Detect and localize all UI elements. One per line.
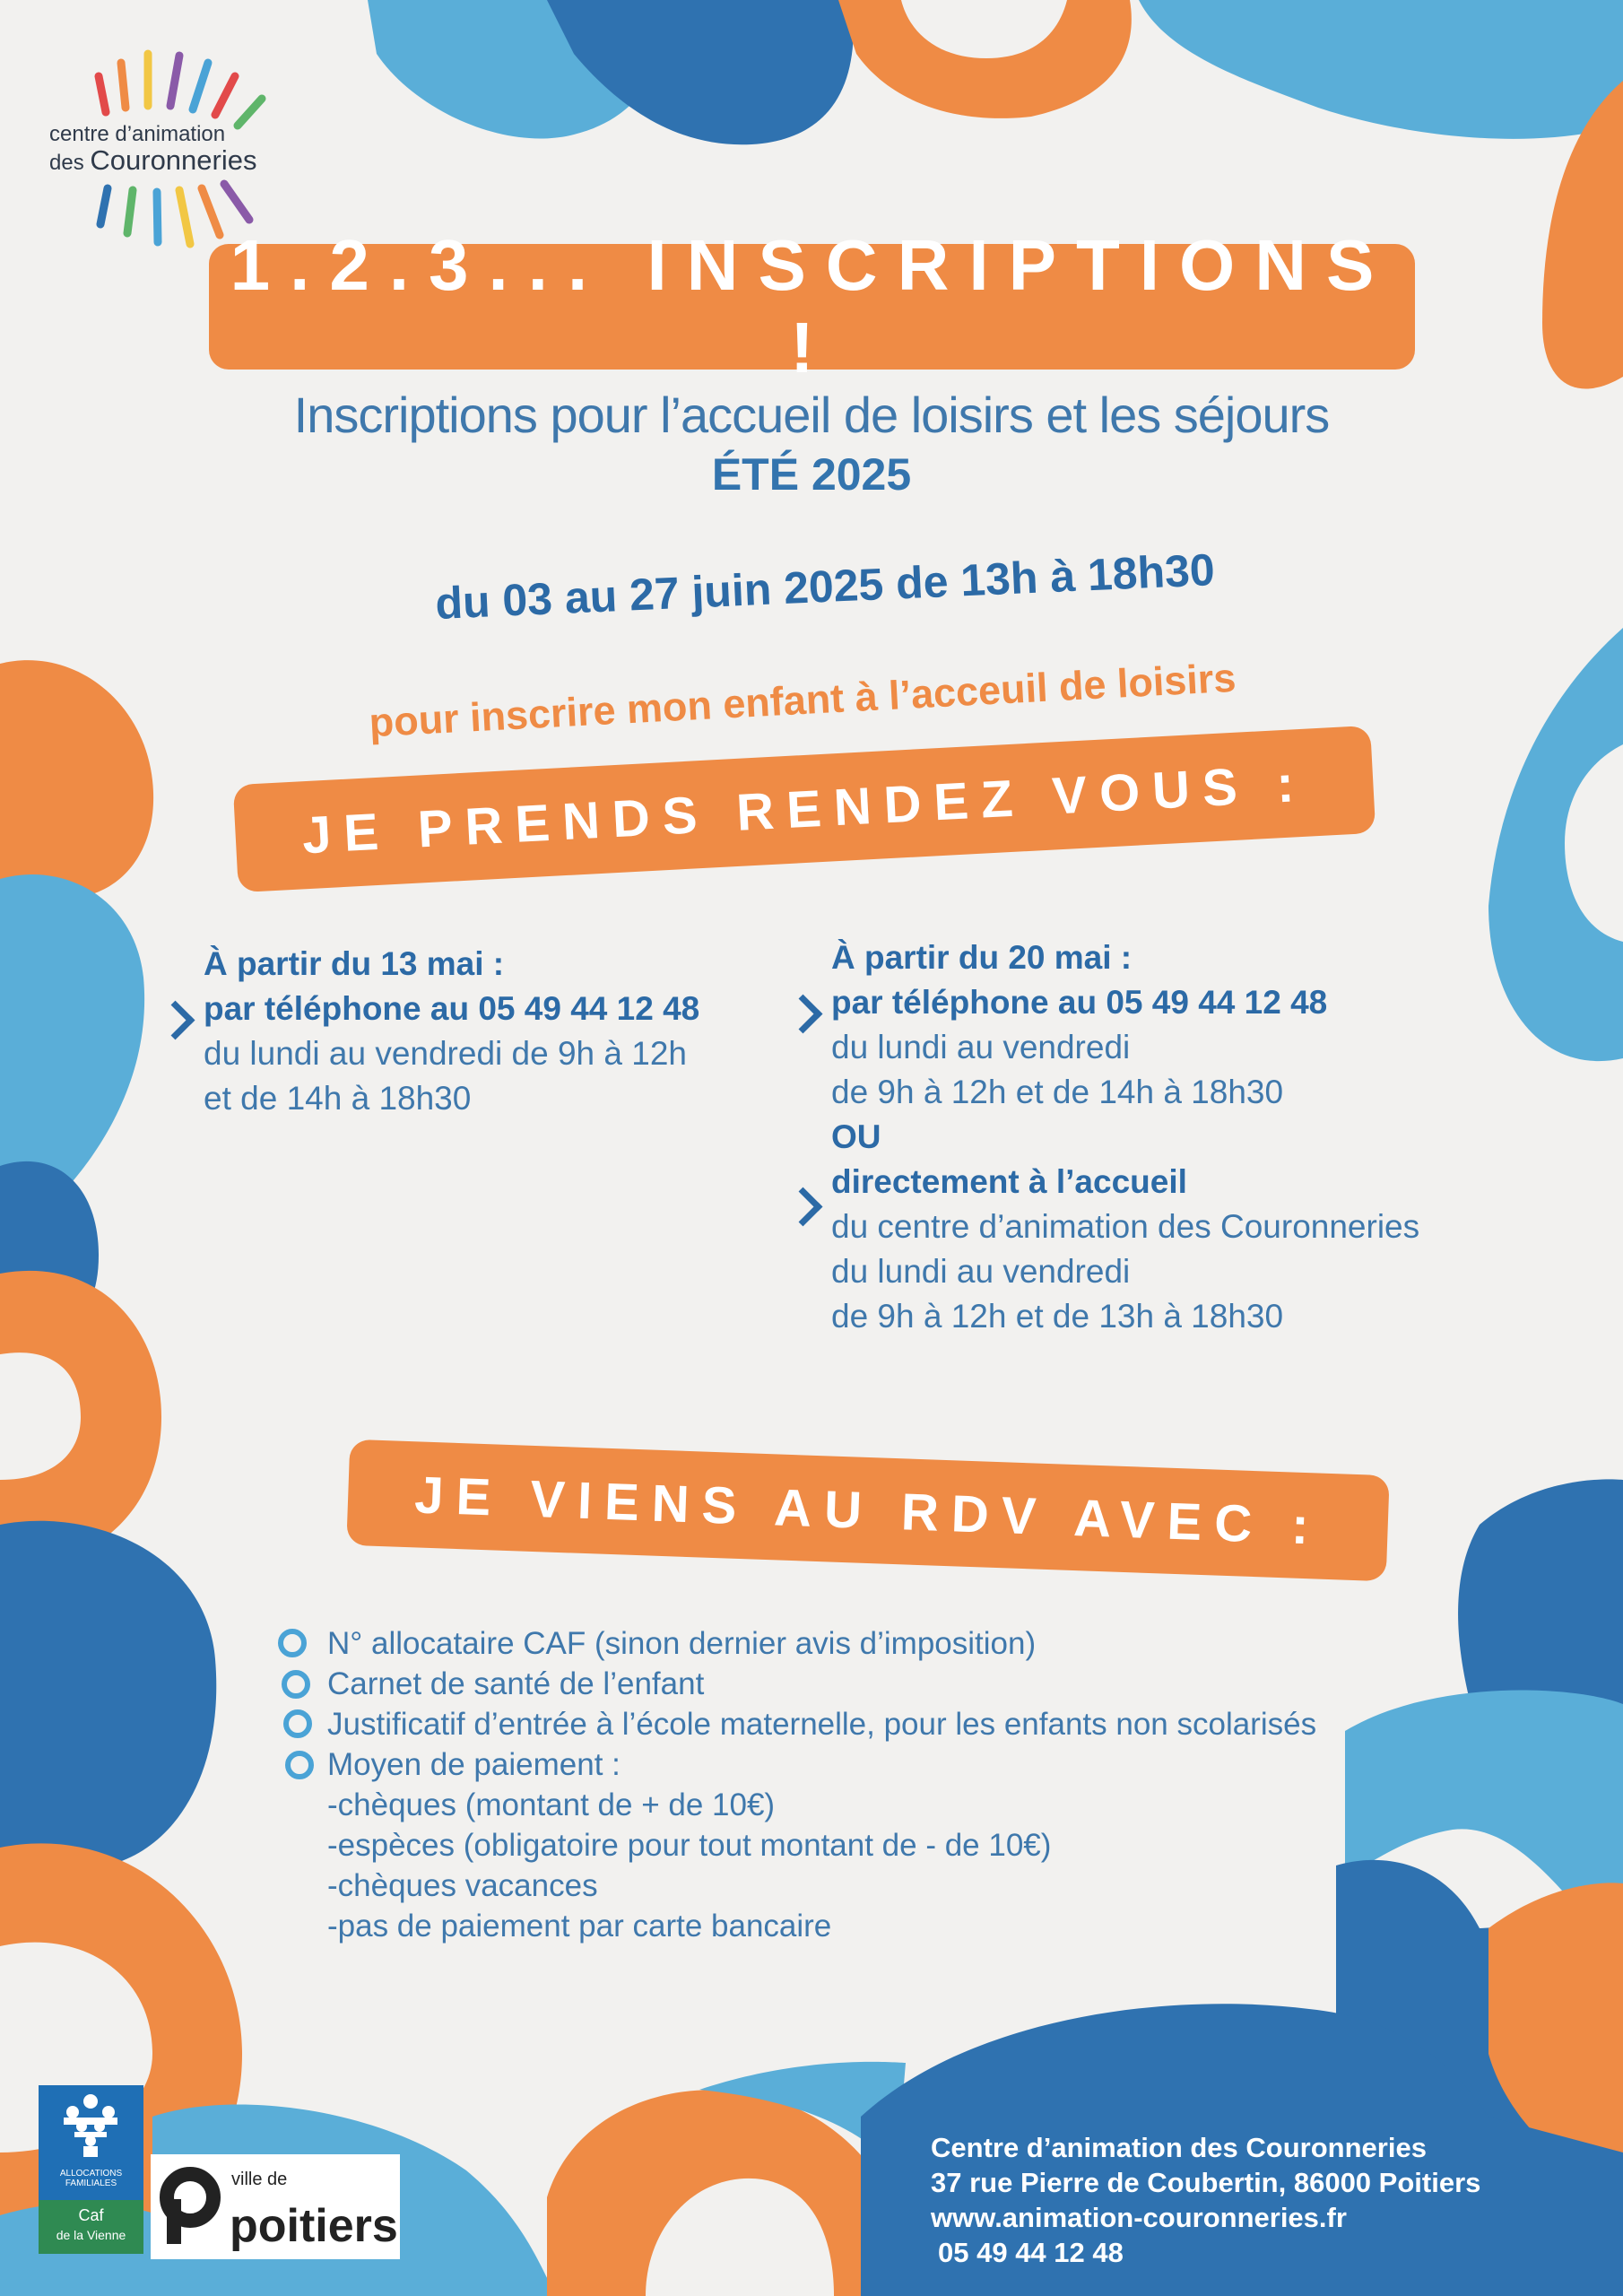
checklist-item: Carnet de santé de l’enfant bbox=[327, 1666, 705, 1701]
col2-line3: du centre d’animation des Couronneries bbox=[831, 1208, 1420, 1245]
col1-line2: et de 14h à 18h30 bbox=[204, 1080, 472, 1117]
footer-name: Centre d’animation des Couronneries bbox=[931, 2132, 1427, 2163]
caf-line1: ALLOCATIONS bbox=[59, 2169, 123, 2179]
circle-bullet-icon bbox=[282, 1670, 310, 1699]
logo-line1: centre d’animation bbox=[49, 122, 226, 146]
inscriptions-banner: 1.2.3... INSCRIPTIONS ! bbox=[209, 244, 1415, 370]
col2-line4: du lundi au vendredi bbox=[831, 1253, 1131, 1290]
checklist-item: N° allocataire CAF (sinon dernier avis d’imposition) bbox=[327, 1626, 1037, 1661]
checklist-item: Justificatif d’entrée à l’école maternelle, pour les enfants non scolarisés bbox=[327, 1707, 1317, 1742]
poitiers-big: poitiers bbox=[230, 2200, 398, 2252]
column-20-mai bbox=[831, 935, 1575, 1339]
col2-ou: OU bbox=[831, 1118, 881, 1155]
circle-bullet-icon bbox=[278, 1629, 307, 1657]
footer-phone[interactable]: 05 49 44 12 48 bbox=[938, 2237, 1124, 2268]
pour-inscrire: pour inscrire mon enfant à l’acceuil de loisirs bbox=[368, 654, 1237, 746]
footer-address: 37 rue Pierre de Coubertin, 86000 Poitiers bbox=[931, 2167, 1481, 2198]
footer-contact bbox=[931, 2130, 1576, 2270]
logo-line3: Couronneries bbox=[90, 144, 257, 176]
checklist-item: Moyen de paiement : bbox=[327, 1747, 621, 1782]
circle-bullet-icon bbox=[285, 1751, 314, 1779]
col2-heading: À partir du 20 mai : bbox=[831, 939, 1133, 976]
footer-website[interactable]: www.animation-couronneries.fr bbox=[931, 2202, 1347, 2233]
checklist-subitem: -chèques vacances bbox=[327, 1868, 598, 1903]
viens-au-rdv-banner: JE VIENS AU RDV AVEC : bbox=[346, 1439, 1389, 1581]
caf-line2: FAMILIALES bbox=[65, 2179, 117, 2188]
col2-phone: par téléphone au 05 49 44 12 48 bbox=[831, 984, 1328, 1021]
logo bbox=[49, 121, 256, 176]
col2-direct: directement à l’accueil bbox=[831, 1163, 1187, 1200]
checklist-subitem: -chèques (montant de + de 10€) bbox=[327, 1787, 776, 1822]
subtitle: Inscriptions pour l’accueil de loisirs et les séjours bbox=[293, 387, 1330, 443]
rendez-vous-banner: JE PRENDS RENDEZ VOUS : bbox=[233, 726, 1376, 892]
col1-phone: par téléphone au 05 49 44 12 48 bbox=[204, 990, 700, 1027]
poitiers-small: ville de bbox=[231, 2170, 288, 2189]
season-label: ÉTÉ 2025 bbox=[711, 449, 912, 500]
col2-line2: de 9h à 12h et de 14h à 18h30 bbox=[831, 1074, 1284, 1110]
column-13-mai bbox=[204, 942, 813, 1121]
caf-line4: de la Vienne bbox=[56, 2228, 126, 2242]
col2-line5: de 9h à 12h et de 13h à 18h30 bbox=[831, 1298, 1284, 1335]
caf-logo bbox=[39, 2085, 143, 2254]
checklist-subitem: -pas de paiement par carte bancaire bbox=[327, 1909, 832, 1944]
family-icon bbox=[39, 2085, 143, 2166]
poitiers-mark-icon bbox=[154, 2154, 226, 2259]
checklist bbox=[273, 1623, 1484, 1946]
ville-de-poitiers-logo bbox=[151, 2154, 400, 2259]
checklist-subitem: -espèces (obligatoire pour tout montant de - de 10€) bbox=[327, 1828, 1052, 1863]
logo-line2: des bbox=[49, 151, 84, 175]
col1-heading: À partir du 13 mai : bbox=[204, 945, 505, 982]
col1-line1: du lundi au vendredi de 9h à 12h bbox=[204, 1035, 687, 1072]
caf-line3: Caf bbox=[78, 2206, 104, 2224]
circle-bullet-icon bbox=[283, 1709, 312, 1738]
dates: du 03 au 27 juin 2025 de 13h à 18h30 bbox=[434, 544, 1216, 629]
col2-line1: du lundi au vendredi bbox=[831, 1029, 1131, 1065]
